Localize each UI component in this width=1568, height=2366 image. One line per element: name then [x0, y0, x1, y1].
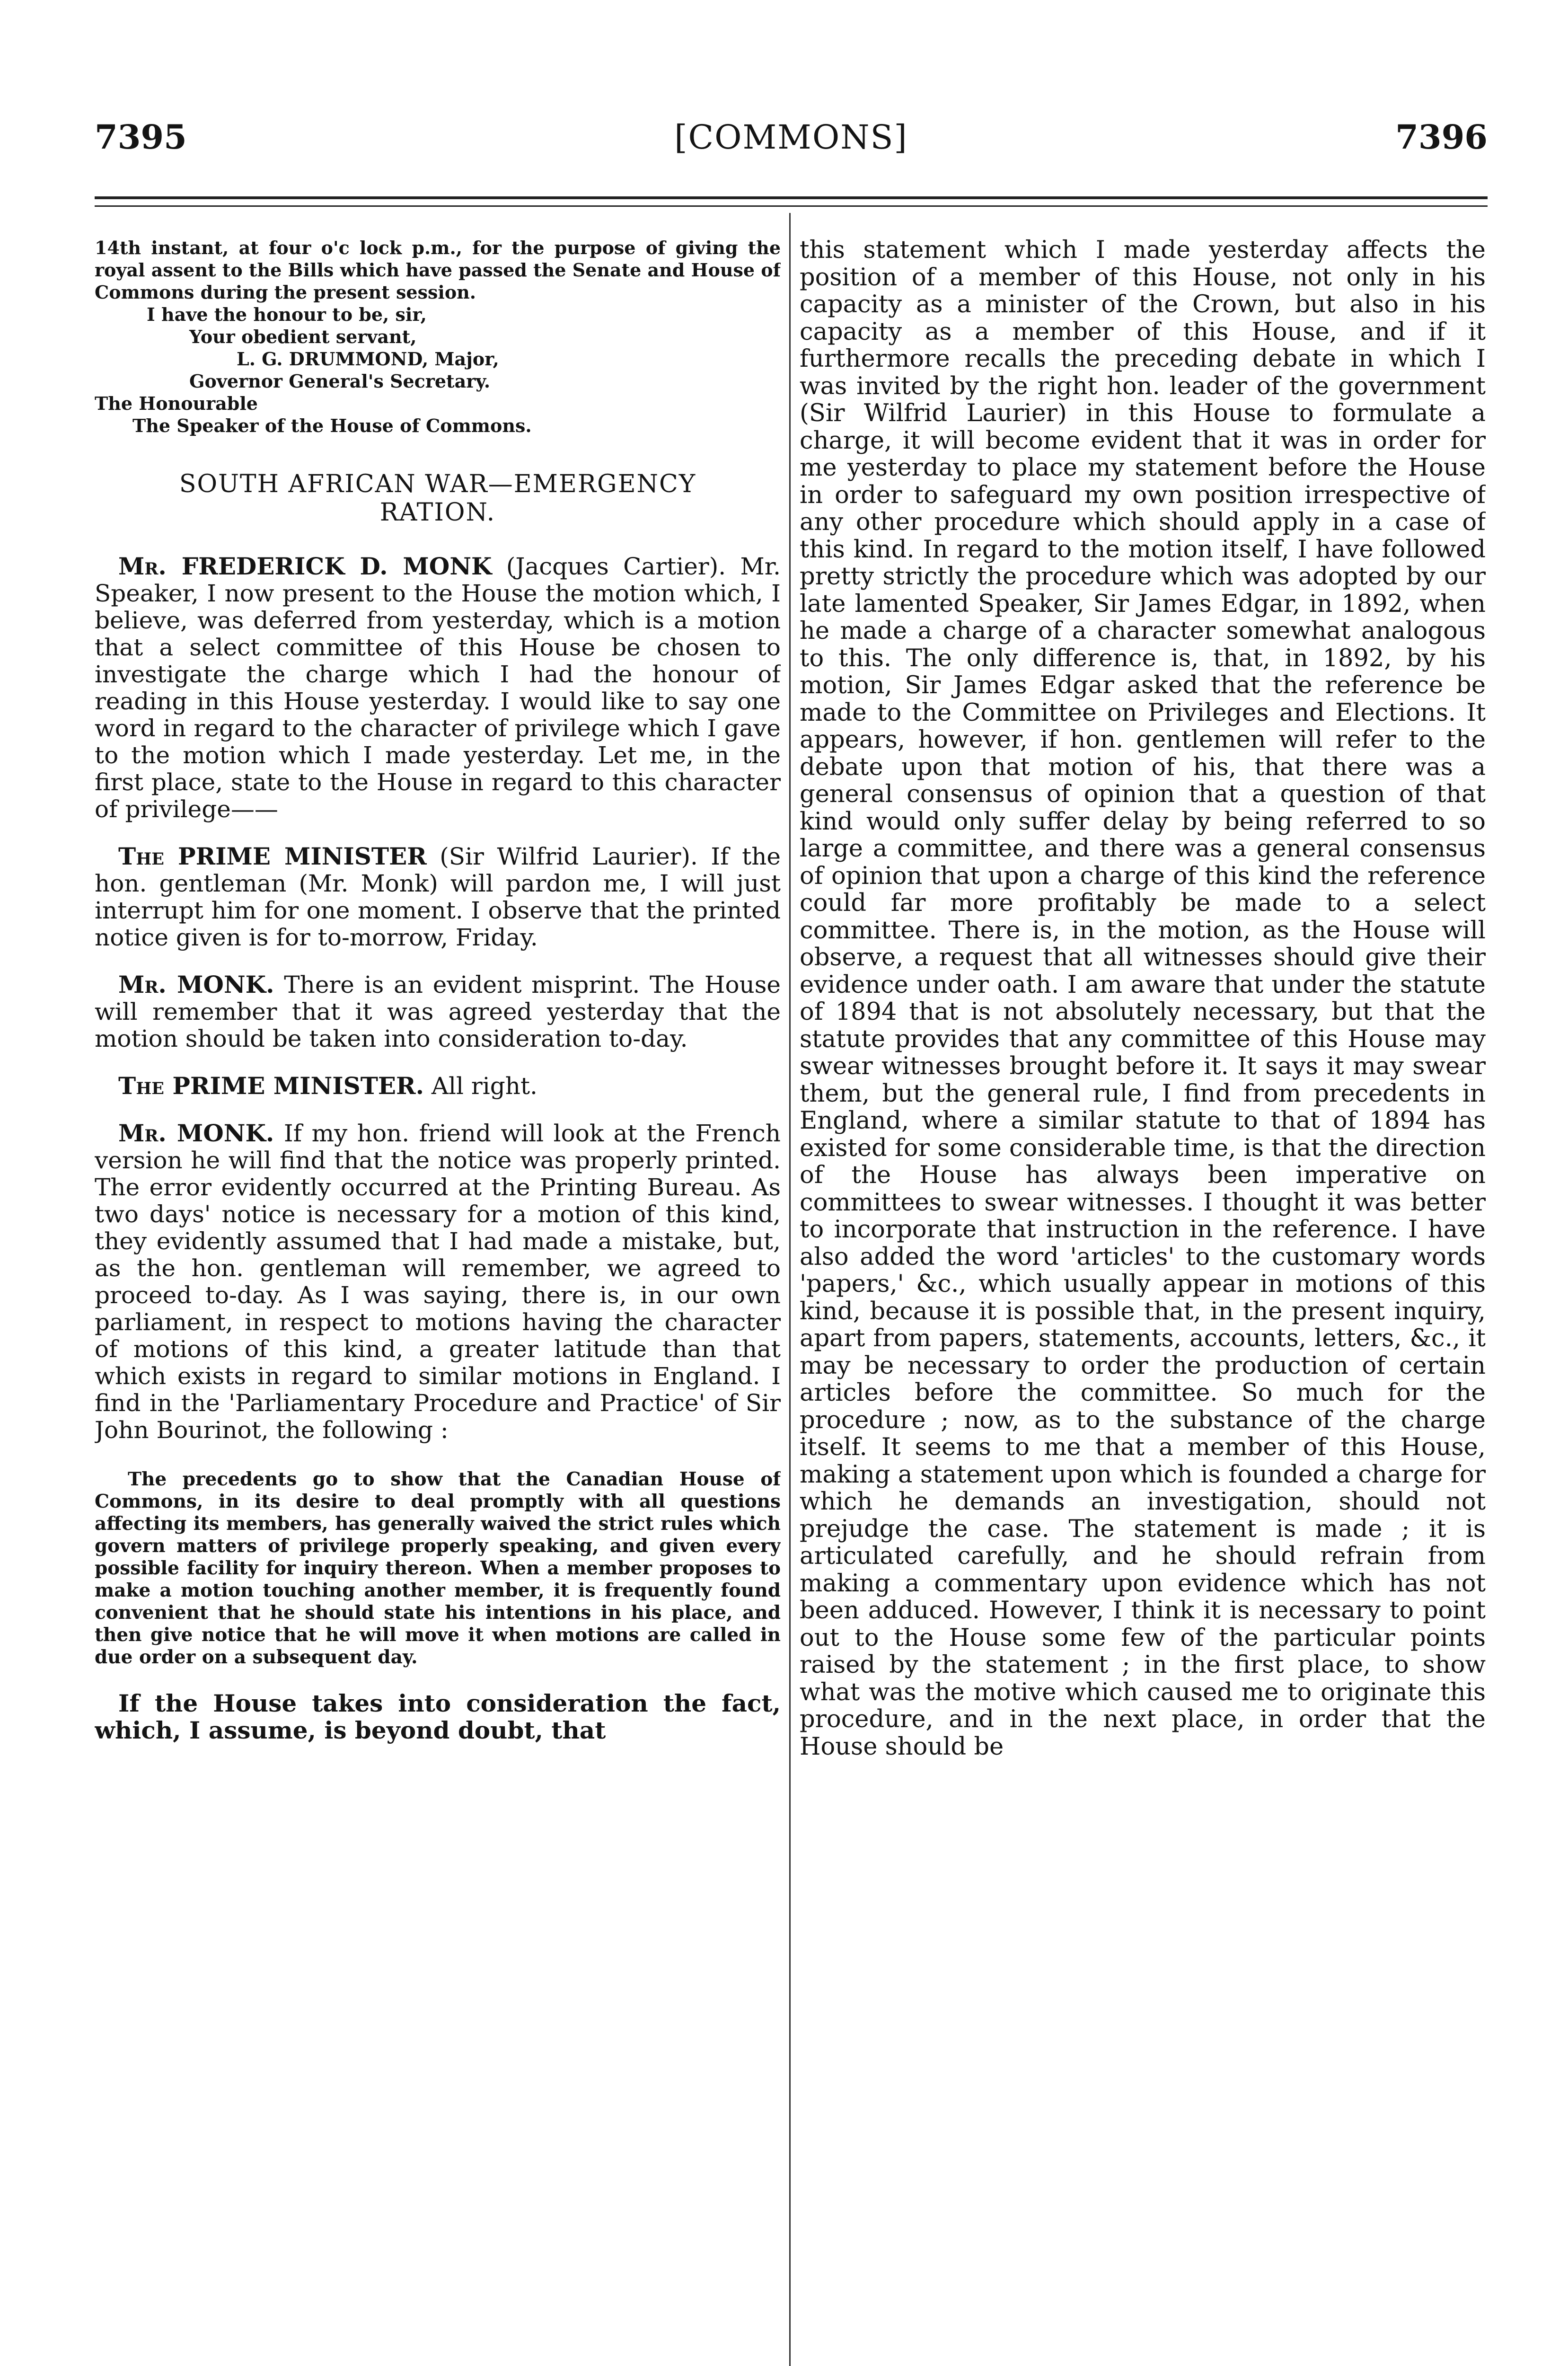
section-heading	[95, 470, 781, 527]
speech-text: There is an evident misprint. The House will remember that it was agreed yesterday that the motion should be taken into consideration to-day.	[95, 971, 781, 1052]
page-header	[95, 117, 1488, 157]
speech-text: If my hon. friend will look at the French version he will find that the notice was properly printed. The error evidently occurred at the Printing Bureau. As two days' notice is necessary for a motion of this kind, they evidently assumed that I had made a mistake, but, as the hon. gentleman will remember, we agreed to proceed to-day. As I was saying, there is, in our own parliament, in respect to motions having the character of motions of this kind, a greater latitude than that which exists in regard to similar motions in England. I find in the 'Parliamentary Procedure and Practice' of Sir John Bourinot, the following :	[95, 1120, 781, 1444]
right-page-number: 7396	[1395, 117, 1488, 157]
letter-text: 14th instant, at four o'c lock p.m., for the purpose of giving the royal assent to the Bills which have passed the Senate and House of Commons during the present session.	[95, 237, 781, 303]
header-rule-thin	[95, 205, 1488, 207]
speaker-name: Mr. MONK.	[118, 1119, 274, 1147]
letter-closing: I have the honour to be, sir,	[147, 304, 427, 325]
left-page-number: 7395	[95, 117, 187, 157]
speech-paragraph	[95, 1072, 781, 1100]
section-heading-line1: SOUTH AFRICAN WAR—EMERGENCY	[179, 470, 696, 498]
letter-closing-servant: Your obedient servant,	[189, 326, 417, 347]
speech-continuation: this statement which I made yesterday affects the position of a member of this House, not only in his capacity as a minister of the Crown, but also in his capacity as a member of this House, and if it furthermore recalls the preceding debate in which I was invited by the right hon. leader of the government (Sir Wilfrid Laurier) in this House to formulate a charge, it will become evident that it was in order for me yesterday to place my statement before the House in order to safeguard my own position irrespective of any other procedure which should apply in a case of this kind. In regard to the motion itself, I have followed pretty strictly the procedure which was adopted by our late lamented Speaker, Sir James Edgar, in 1892, when he made a charge of a character somewhat analogous to this. The only difference is, that, in 1892, by his motion, Sir James Edgar asked that the reference be made to the Committee on Privileges and Elections. It appears, however, if hon. gentlemen will refer to the debate upon that motion of his, that there was a general consensus of opinion that a question of that kind would only suffer delay by being referred to so large a committee, and there was a general consensus of opinion that upon a charge of this kind the reference could far more profitably be made to a select committee. There is, in the motion, as the House will observe, a request that all witnesses should give their evidence under oath. I am aware that under the statute of 1894 that is not absolutely necessary, but that the statute provides that any committee of this House may swear witnesses brought before it. It says it may swear them, but the general rule, I find from precedents in England, where a similar statute to that of 1894 has existed for some considerable time, is that the direction of the House has always been imperative on committees to swear witnesses. I thought it was better to incorporate that instruction in the reference. I have also added the word 'articles' to the customary words 'papers,' &c., which usually appear in motions of this kind, because it is possible that, in the present inquiry, apart from papers, statements, accounts, letters, &c., it may be necessary to order the production of certain articles before the committee. So much for the procedure ; now, as to the substance of the charge itself. It seems to me that a member of this House, making a statement upon which is founded a charge for which he demands an investigation, should not prejudge the case. The statement is made ; it is articulated carefully, and he should refrain from making a commentary upon evidence which has not been adduced. However, I think it is necessary to point out to the House some few of the particular points raised by the statement ; in the first place, to show what was the motive which caused me to originate this procedure, and in the next place, in order that the House should be	[800, 237, 1486, 1761]
speaker-name: The PRIME MINISTER.	[118, 1072, 424, 1100]
column-divider	[789, 213, 791, 2366]
speech-paragraph	[95, 553, 781, 823]
block-quote: The precedents go to show that the Canadian House of Commons, in its desire to deal promptly with all questions affecting its members, has generally waived the strict rules which govern matters of privilege properly speaking, and given every possible facility for inquiry thereon. When a member proposes to make a motion touching another member, it is frequently found convenient that he should state his intentions in his place, and then give notice that he will move it when motions are called in due order on a subsequent day.	[95, 1468, 781, 1668]
speech-paragraph: If the House takes into consideration the fact, which, I assume, is beyond doubt, that	[95, 1689, 781, 1744]
left-column	[95, 237, 781, 2366]
speech-paragraph	[95, 843, 781, 951]
section-heading-line2: RATION.	[379, 498, 496, 527]
page-title: [COMMONS]	[674, 118, 908, 157]
letter-signature-title: Governor General's Secretary.	[189, 371, 491, 392]
letter-addressee: The Honourable	[95, 393, 258, 414]
speech-text: (Jacques Cartier). Mr. Speaker, I now present to the House the motion which, I believe, was deferred from yesterday, which is a motion that a select committee of this House be chosen to investigate the charge which I had the honour of reading in this House yesterday. I would like to say one word in regard to the character of privilege which I gave to the motion which I made yesterday. Let me, in the first place, state to the House in regard to this character of privilege——	[95, 553, 781, 823]
letter-addressee-speaker: The Speaker of the House of Commons.	[132, 415, 532, 436]
speaker-name: Mr. FREDERICK D. MONK	[118, 552, 492, 580]
speech-text: All right.	[423, 1072, 537, 1100]
header-rule-thick	[95, 196, 1488, 199]
speech-paragraph	[95, 1120, 781, 1444]
right-column	[800, 237, 1486, 2366]
speaker-name: Mr. MONK.	[118, 971, 274, 998]
speech-text: (Sir Wilfrid Laurier). If the hon. gentleman (Mr. Monk) will pardon me, I will just interrupt him for one moment. I observe that the printed notice given is for to-morrow, Friday.	[95, 843, 781, 951]
speech-paragraph	[95, 971, 781, 1052]
speaker-name: The PRIME MINISTER	[118, 842, 427, 870]
letter-signature: L. G. DRUMMOND, Major,	[237, 348, 499, 370]
